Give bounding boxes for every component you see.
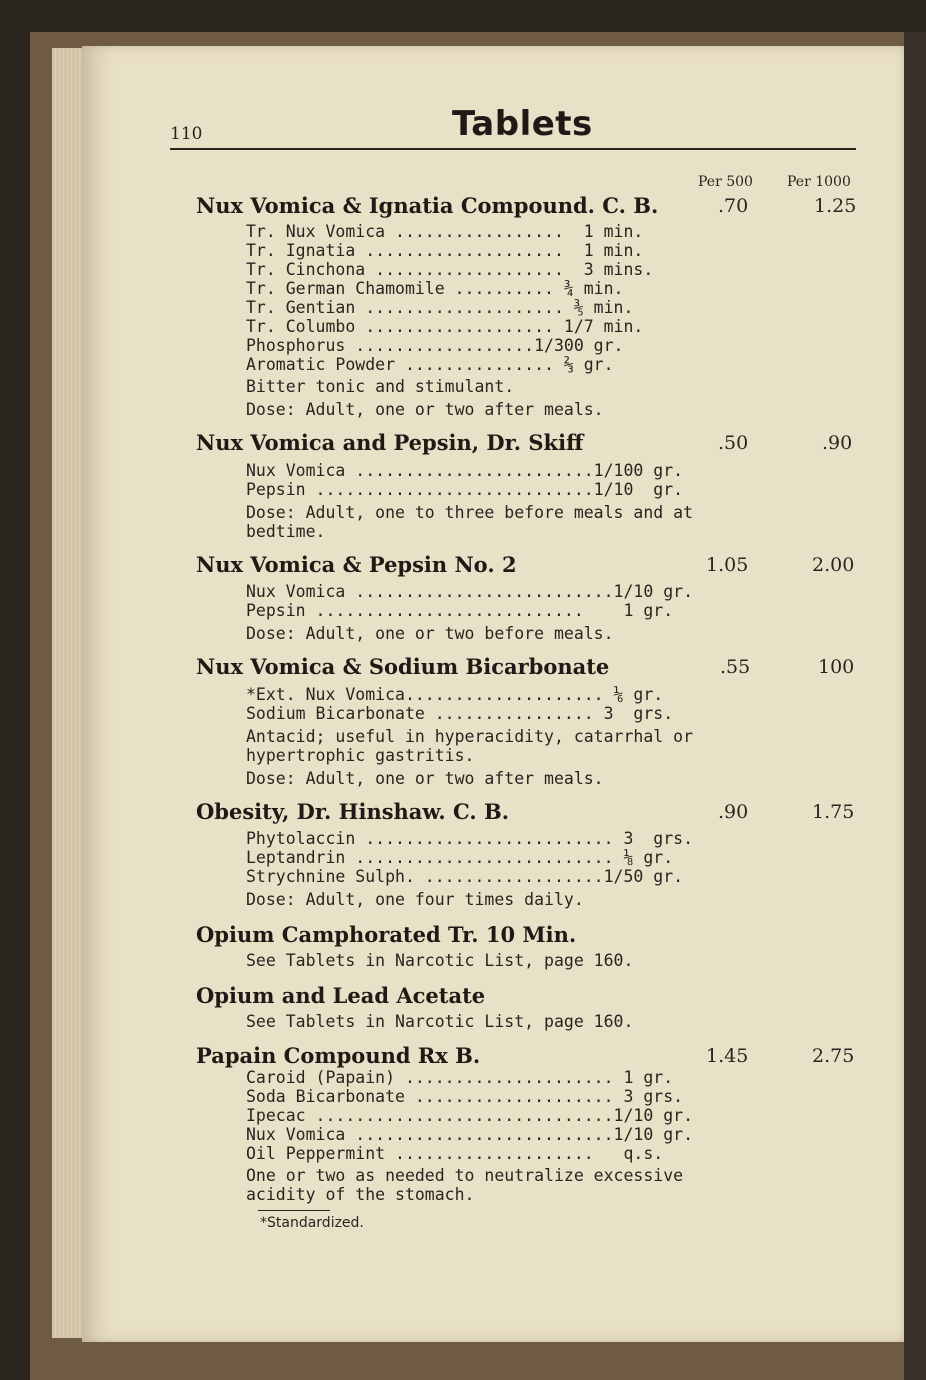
entry-title: Nux Vomica & Ignatia Compound. C. B. xyxy=(196,193,659,218)
entry-title: Nux Vomica and Pepsin, Dr. Skiff xyxy=(196,430,584,455)
description-line: Antacid; useful in hyperacidity, catarrhal or xyxy=(246,727,694,746)
price-per-500: 1.45 xyxy=(706,1045,749,1067)
column-header-per-1000: Per 1000 xyxy=(787,174,851,190)
entry-title: Obesity, Dr. Hinshaw. C. B. xyxy=(196,799,510,824)
reference-line: See Tablets in Narcotic List, page 160. xyxy=(246,1012,634,1031)
ingredient-line: Phytolaccin ......................... 3 grs. xyxy=(246,829,694,848)
price-per-1000: 1.25 xyxy=(814,195,857,217)
ingredient-line: Pepsin ........................... 1 gr. xyxy=(246,601,674,620)
ingredient-line: Tr. Nux Vomica ................. 1 min. xyxy=(246,222,644,241)
price-per-500: 1.05 xyxy=(706,554,749,576)
footnote: *Standardized. xyxy=(260,1215,364,1231)
description-line: hypertrophic gastritis. xyxy=(246,746,475,765)
ingredient-line: Tr. Cinchona ................... 3 mins. xyxy=(246,260,654,279)
ingredient-line: Soda Bicarbonate .................... 3 grs. xyxy=(246,1087,684,1106)
dose-line: Dose: Adult, one or two before meals. xyxy=(246,624,614,643)
ingredient-line: Caroid (Papain) ..................... 1 gr. xyxy=(246,1068,674,1087)
dose-line: Dose: Adult, one to three before meals and at xyxy=(246,503,694,522)
price-per-1000: 2.75 xyxy=(812,1045,855,1067)
ingredient-line: Nux Vomica ..........................1/10 gr. xyxy=(246,1125,694,1144)
entry-title: Opium Camphorated Tr. 10 Min. xyxy=(196,922,577,947)
ingredient-line: *Ext. Nux Vomica.................... ⅙ gr. xyxy=(246,685,664,704)
reference-line: See Tablets in Narcotic List, page 160. xyxy=(246,951,634,970)
book-spine xyxy=(904,32,926,1380)
ingredient-line: Tr. German Chamomile .......... ¾ min. xyxy=(246,279,624,298)
description-line: acidity of the stomach. xyxy=(246,1185,475,1204)
ingredient-line: Leptandrin .......................... ⅛ gr. xyxy=(246,848,674,867)
ingredient-line: Strychnine Sulph. ..................1/50 gr. xyxy=(246,867,684,886)
dose-line: Dose: Adult, one four times daily. xyxy=(246,890,584,909)
entry-title: Opium and Lead Acetate xyxy=(196,983,486,1008)
page-title: Tablets xyxy=(452,104,593,144)
ingredient-line: Phosphorus ..................1/300 gr. xyxy=(246,336,624,355)
ingredient-line: Tr. Gentian .................... ⅗ min. xyxy=(246,298,634,317)
entry-title: Nux Vomica & Sodium Bicarbonate xyxy=(196,654,610,679)
price-per-1000: 1.75 xyxy=(812,801,855,823)
ingredient-line: Ipecac ..............................1/10 gr. xyxy=(246,1106,694,1125)
price-per-1000: 2.00 xyxy=(812,554,855,576)
ingredient-line: Nux Vomica ........................1/100 gr. xyxy=(246,461,684,480)
ingredient-line: Tr. Columbo ................... 1/7 min. xyxy=(246,317,644,336)
ingredient-line: Oil Peppermint .................... q.s. xyxy=(246,1144,664,1163)
column-header-per-500: Per 500 xyxy=(698,174,753,190)
dose-line: bedtime. xyxy=(246,522,326,541)
header-rule xyxy=(170,148,856,150)
price-per-500: .50 xyxy=(718,432,749,454)
price-per-500: .55 xyxy=(720,656,751,678)
page-number: 110 xyxy=(170,124,203,144)
price-per-500: .70 xyxy=(718,195,749,217)
description-line: Bitter tonic and stimulant. xyxy=(246,377,515,396)
ingredient-line: Pepsin ............................1/10 gr. xyxy=(246,480,684,499)
price-per-1000: .90 xyxy=(822,432,853,454)
price-per-1000: 100 xyxy=(818,656,855,678)
entry-title: Papain Compound Rx B. xyxy=(196,1043,481,1068)
price-per-500: .90 xyxy=(718,801,749,823)
ingredient-line: Tr. Ignatia .................... 1 min. xyxy=(246,241,644,260)
ingredient-line: Nux Vomica ..........................1/10 gr. xyxy=(246,582,694,601)
footnote-rule xyxy=(258,1210,330,1211)
dose-line: Dose: Adult, one or two after meals. xyxy=(246,769,604,788)
entry-title: Nux Vomica & Pepsin No. 2 xyxy=(196,552,517,577)
description-line: One or two as needed to neutralize excessive xyxy=(246,1166,684,1185)
ingredient-line: Sodium Bicarbonate ................ 3 grs. xyxy=(246,704,674,723)
dose-line: Dose: Adult, one or two after meals. xyxy=(246,400,604,419)
ingredient-line: Aromatic Powder ............... ⅔ gr. xyxy=(246,355,614,374)
